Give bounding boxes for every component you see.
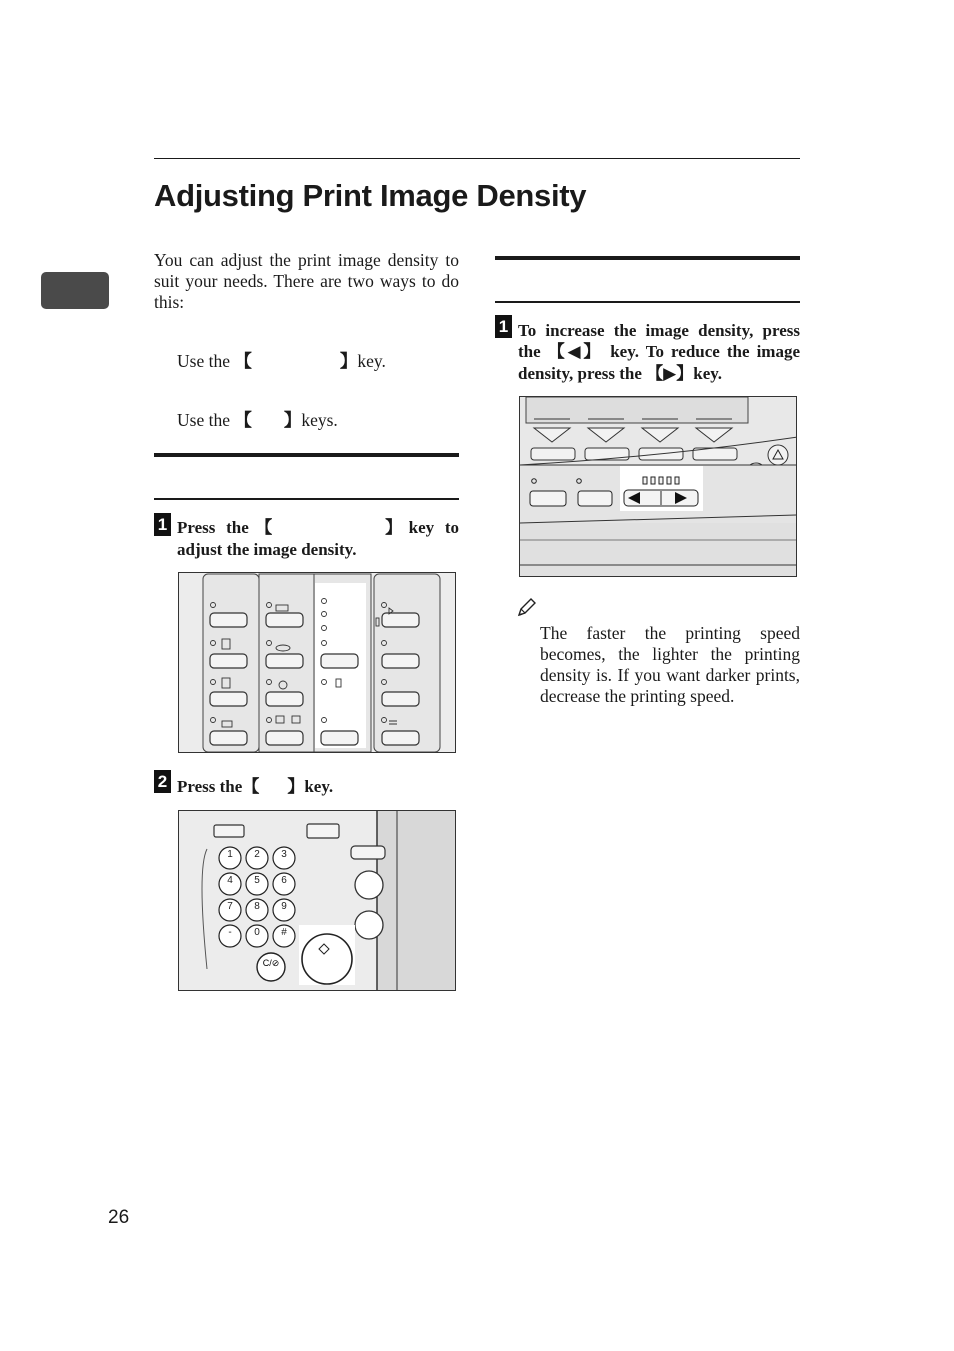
keypad-drawing [179, 811, 456, 991]
pencil-icon [516, 598, 538, 618]
keypad-key-label: 8 [254, 901, 260, 912]
bracket-close: 】 [287, 777, 305, 797]
method-1-prefix: Use the [177, 351, 230, 371]
keypad-key-label: - [228, 927, 232, 938]
right-step-1-part3: key. [693, 364, 723, 383]
control-panel-figure [178, 572, 456, 753]
right-step-1-part1: To increase the image density, press the [518, 321, 800, 361]
right-section-rule-thick [495, 256, 800, 260]
keypad-key-label: 9 [281, 901, 287, 912]
step-number-1: 1 [154, 513, 171, 536]
keypad-key-label: 5 [254, 875, 260, 886]
left-step-1-suffix: key to adjust the image density. [177, 518, 459, 559]
left-step-2-text [177, 776, 459, 798]
bracket-close: 】 [339, 352, 358, 372]
left-step-2-suffix: key. [304, 777, 334, 796]
bracket-open: 【 [234, 352, 252, 372]
method-2 [177, 410, 459, 432]
left-step-1-text [177, 517, 459, 560]
method-1 [177, 351, 459, 373]
keypad-key-label: 2 [254, 849, 260, 860]
page-title: Adjusting Print Image Density [154, 178, 587, 213]
right-step-1-part2: key. To reduce the image density, press the [518, 342, 801, 383]
control-panel-drawing [179, 573, 456, 753]
right-arrow-key: 【▶】 [646, 364, 694, 384]
bracket-open: 【 [234, 411, 252, 431]
section-rule-thick [154, 453, 459, 457]
keypad-key-label: 4 [227, 875, 233, 886]
keypad-key-label: 1 [227, 849, 233, 860]
keypad-figure [178, 810, 456, 991]
method-1-suffix: key. [357, 351, 386, 371]
bracket-open: 【 [248, 518, 279, 538]
chapter-tab [41, 272, 109, 309]
section-rule-thin [154, 498, 459, 500]
left-step-2-prefix: Press the [177, 777, 243, 796]
right-section-rule-thin [495, 301, 800, 303]
bracket-open: 【 [242, 777, 260, 797]
keypad-key-label: # [281, 927, 287, 938]
bracket-close: 】 [283, 411, 302, 431]
density-panel-drawing [520, 397, 797, 577]
right-step-1-text [518, 320, 800, 385]
method-2-prefix: Use the [177, 410, 230, 430]
method-2-suffix: keys. [301, 410, 338, 430]
left-step-1-prefix: Press the [177, 518, 249, 537]
page-number: 26 [108, 1207, 130, 1228]
keypad-key-label: 6 [281, 875, 287, 886]
keypad-key-label: 7 [227, 901, 233, 912]
right-step-number-1: 1 [495, 315, 512, 338]
keypad-key-label: 0 [254, 927, 260, 938]
keypad-key-label: 3 [281, 849, 287, 860]
keypad-key-text: C/⊘ [262, 958, 280, 968]
left-arrow-key: 【◀】 [547, 342, 604, 362]
density-panel-figure [519, 396, 797, 577]
step-number-2: 2 [154, 770, 171, 793]
note-text: The faster the printing speed becomes, the lighter the printing density is. If you want darker prints, decrease the printing speed. [540, 623, 800, 706]
top-rule [154, 158, 800, 159]
bracket-close: 】 [378, 518, 409, 538]
intro-paragraph: You can adjust the print image density to suit your needs. There are two ways to do this: [154, 250, 459, 312]
